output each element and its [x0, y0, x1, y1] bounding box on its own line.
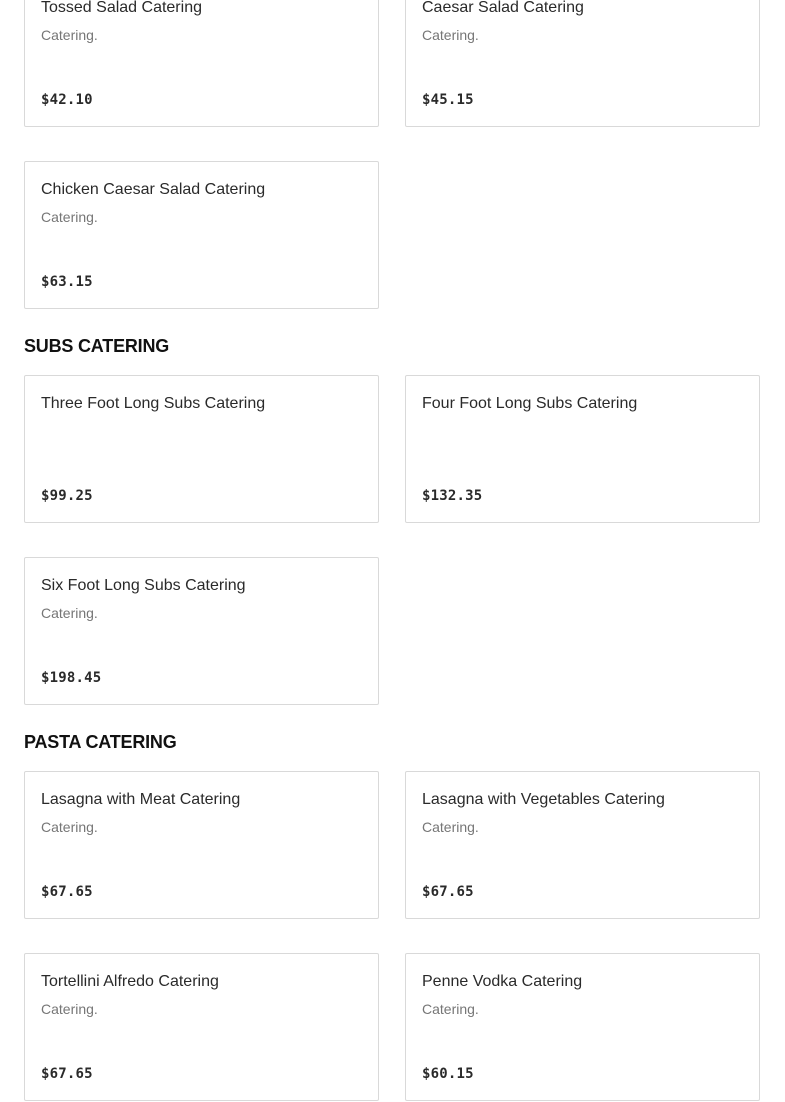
menu-item-description: Catering.: [422, 1001, 479, 1017]
menu-item-name: Four Foot Long Subs Catering: [422, 395, 638, 412]
menu-item-card[interactable]: [24, 375, 379, 523]
menu-item-card[interactable]: [24, 161, 379, 309]
menu-item-description: Catering.: [422, 819, 479, 835]
menu-item-description: Catering.: [41, 27, 98, 43]
menu-item-card[interactable]: [24, 771, 379, 919]
menu-item-name: Lasagna with Meat Catering: [41, 791, 241, 808]
menu-item-price: $45.15: [422, 92, 474, 108]
menu-item-price: $42.10: [41, 92, 93, 108]
menu-item-description: Catering.: [41, 1001, 98, 1017]
menu-item-price: $67.65: [422, 884, 474, 900]
menu-item-price: $63.15: [41, 274, 93, 290]
menu-item-card[interactable]: [24, 953, 379, 1101]
menu-item-name: Caesar Salad Catering: [422, 0, 584, 16]
menu-item-price: $99.25: [41, 488, 93, 504]
menu-item-card[interactable]: [405, 0, 760, 127]
section-title-subs: SUBS CATERING: [24, 336, 170, 356]
menu-item-card[interactable]: [24, 0, 379, 127]
menu-item-description: Catering.: [41, 605, 98, 621]
menu-item-card[interactable]: [405, 771, 760, 919]
menu-item-price: $67.65: [41, 1066, 93, 1082]
menu-item-name: Six Foot Long Subs Catering: [41, 577, 246, 594]
menu-item-name: Lasagna with Vegetables Catering: [422, 791, 665, 808]
menu-item-price: $67.65: [41, 884, 93, 900]
menu-item-card[interactable]: [405, 953, 760, 1101]
menu-item-price: $198.45: [41, 670, 102, 686]
menu-item-name: Chicken Caesar Salad Catering: [41, 181, 266, 198]
menu-item-name: Tossed Salad Catering: [41, 0, 202, 16]
menu-item-price: $60.15: [422, 1066, 474, 1082]
menu-item-description: Catering.: [41, 819, 98, 835]
menu-item-price: $132.35: [422, 488, 483, 504]
menu-item-description: Catering.: [422, 27, 479, 43]
menu-item-name: Tortellini Alfredo Catering: [41, 973, 219, 990]
menu-item-name: Three Foot Long Subs Catering: [41, 395, 266, 412]
section-title-pasta: PASTA CATERING: [24, 732, 177, 752]
menu-item-description: Catering.: [41, 209, 98, 225]
menu-item-card[interactable]: [24, 557, 379, 705]
menu-item-card[interactable]: [405, 375, 760, 523]
menu-item-name: Penne Vodka Catering: [422, 973, 583, 990]
